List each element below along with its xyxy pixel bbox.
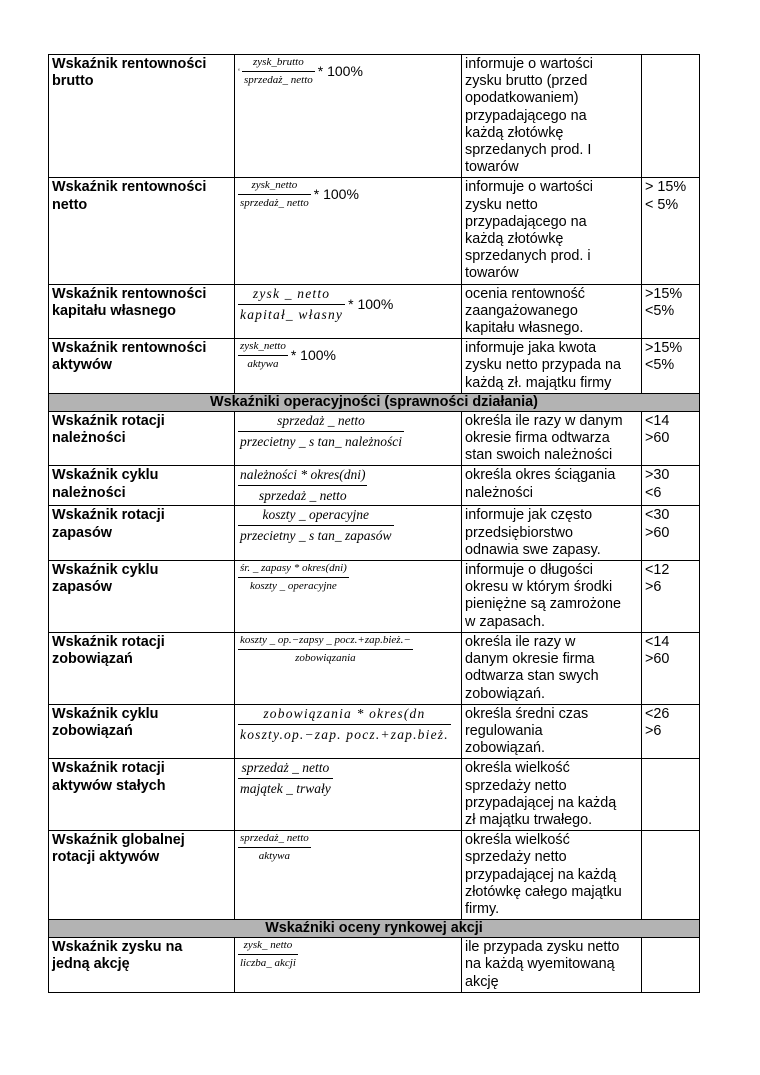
ratio-name: Wskaźnik cyklu należności (49, 466, 235, 506)
formula-numerator: zobowiązania * okres(dn (238, 706, 451, 725)
ratio-name: Wskaźnik zysku na jedną akcję (49, 938, 235, 993)
ratio-description: określa wielkość sprzedaży netto przypadającej na każdą zł majątku trwałego. (462, 759, 642, 831)
ratio-norm: <14 >60 (642, 632, 700, 704)
formula-fraction (242, 56, 315, 87)
table-row (49, 831, 700, 920)
table-row (49, 178, 700, 284)
ratio-norm: >30 <6 (642, 466, 700, 506)
ratio-formula (235, 938, 462, 993)
ratio-norm: <30 >60 (642, 506, 700, 561)
ratio-norm: >15% <5% (642, 339, 700, 394)
section-title: Wskaźniki operacyjności (sprawności działania) (49, 393, 700, 411)
formula-multiplier: * 100% (290, 347, 336, 364)
ratio-name: Wskaźnik rentowności netto (49, 178, 235, 284)
table-row (49, 759, 700, 831)
formula-numerator: zysk _ netto (238, 286, 345, 305)
formula-mark: ‘ (238, 67, 240, 77)
formula-fraction (238, 340, 288, 371)
section-header-row (49, 393, 700, 411)
ratio-norm: > 15% < 5% (642, 178, 700, 284)
formula-fraction (238, 179, 311, 210)
ratio-name: Wskaźnik globalnej rotacji aktywów (49, 831, 235, 920)
formula-denominator: aktywa (258, 850, 290, 863)
formula-numerator: sprzedaż _ netto (238, 760, 333, 779)
formula-denominator: koszty _ operacyjne (250, 580, 337, 593)
formula-denominator: zobowiązania (295, 651, 356, 664)
formula-multiplier: * 100% (313, 186, 359, 203)
ratio-description: określa ile razy w danym okresie firma odtwarza stan swych zobowiązań. (462, 632, 642, 704)
ratio-description: określa ile razy w danym okresie firma odtwarza stan swoich należności (462, 411, 642, 466)
formula-denominator: kapitał_ własny (240, 306, 344, 322)
ratio-formula (235, 831, 462, 920)
ratio-name: Wskaźnik rentowności aktywów (49, 339, 235, 394)
ratio-formula (235, 178, 462, 284)
ratio-formula (235, 284, 462, 339)
ratio-name: Wskaźnik cyklu zobowiązań (49, 704, 235, 759)
formula-multiplier: * 100% (317, 62, 363, 79)
section-header-row (49, 920, 700, 938)
formula-denominator: aktywa (247, 358, 279, 371)
ratio-norm: <26 >6 (642, 704, 700, 759)
ratio-norm: <12 >6 (642, 561, 700, 633)
ratio-name: Wskaźnik rotacji zobowiązań (49, 632, 235, 704)
ratio-formula (235, 55, 462, 178)
formula-denominator: sprzedaż_ netto (240, 197, 309, 210)
formula-numerator: zysk_netto (238, 179, 311, 195)
ratio-formula (235, 632, 462, 704)
table-row (49, 55, 700, 178)
formula-numerator: należności * okres(dni) (238, 467, 367, 486)
section-title: Wskaźniki oceny rynkowej akcji (49, 920, 700, 938)
ratio-formula (235, 561, 462, 633)
formula-numerator: śr. _ zapasy * okres(dni) (238, 562, 349, 578)
formula-numerator: sprzedaż_ netto (238, 832, 311, 848)
ratio-description: ocenia rentowność zaangażowanego kapitału własnego. (462, 284, 642, 339)
formula-fraction (238, 467, 367, 504)
formula-denominator: koszty.op.−zap. pocz.+zap.bież. (240, 726, 449, 742)
ratio-name: Wskaźnik cyklu zapasów (49, 561, 235, 633)
formula-multiplier: * 100% (348, 295, 394, 312)
formula-numerator: koszty _ operacyjne (238, 507, 394, 526)
ratio-formula (235, 466, 462, 506)
ratio-formula (235, 704, 462, 759)
formula-denominator: liczba_ akcji (240, 957, 296, 970)
formula-fraction (238, 832, 311, 863)
formula-numerator: koszty _ op.−zapsy _ pocz.+zap.bież.− (238, 634, 413, 650)
ratio-description: określa okres ściągania należności (462, 466, 642, 506)
ratio-name: Wskaźnik rentowności brutto (49, 55, 235, 178)
formula-denominator: przecietny _ s tan_ zapasów (240, 528, 392, 544)
formula-fraction (238, 760, 333, 797)
table-row (49, 704, 700, 759)
ratio-name: Wskaźnik rentowności kapitału własnego (49, 284, 235, 339)
formula-denominator: przecietny _ s tan_ należności (240, 433, 402, 449)
formula-fraction (238, 286, 345, 323)
table-row (49, 284, 700, 339)
ratio-name: Wskaźnik rotacji zapasów (49, 506, 235, 561)
table-row (49, 561, 700, 633)
formula-denominator: majątek _ trwały (240, 781, 331, 797)
formula-fraction (238, 706, 451, 743)
ratio-formula (235, 411, 462, 466)
ratio-description: informuje jaka kwota zysku netto przypada na każdą zł. majątku firmy (462, 339, 642, 394)
table-row (49, 506, 700, 561)
formula-fraction (238, 507, 394, 544)
ratio-description: ile przypada zysku netto na każdą wyemitowaną akcję (462, 938, 642, 993)
formula-numerator: zysk_brutto (242, 56, 315, 72)
formula-numerator: sprzedaż _ netto (238, 413, 404, 432)
table-row (49, 632, 700, 704)
ratio-formula (235, 506, 462, 561)
table-row (49, 339, 700, 394)
ratio-description: informuje o długości okresu w którym środki pieniężne są zamrożone w zapasach. (462, 561, 642, 633)
ratio-description: informuje o wartości zysku netto przypadającego na każdą złotówkę sprzedanych prod. i towarów (462, 178, 642, 284)
formula-numerator: zysk_netto (238, 340, 288, 356)
ratio-norm: <14 >60 (642, 411, 700, 466)
formula-denominator: sprzedaż_ netto (244, 74, 313, 86)
ratio-name: Wskaźnik rotacji aktywów stałych (49, 759, 235, 831)
ratio-norm (642, 831, 700, 920)
table-row (49, 938, 700, 993)
formula-fraction (238, 634, 413, 665)
table-row (49, 411, 700, 466)
ratio-norm (642, 55, 700, 178)
ratio-description: informuje jak często przedsiębiorstwo odnawia swe zapasy. (462, 506, 642, 561)
table-row (49, 466, 700, 506)
ratio-norm (642, 759, 700, 831)
ratio-norm (642, 938, 700, 993)
ratios-table (48, 54, 700, 993)
ratio-formula (235, 339, 462, 394)
formula-fraction (238, 413, 404, 450)
formula-fraction (238, 562, 349, 593)
formula-denominator: sprzedaż _ netto (258, 488, 347, 504)
formula-numerator: zysk_ netto (238, 939, 298, 955)
ratio-name: Wskaźnik rotacji należności (49, 411, 235, 466)
formula-fraction (238, 939, 298, 970)
ratio-norm: >15% <5% (642, 284, 700, 339)
ratio-description: określa wielkość sprzedaży netto przypadającej na każdą złotówkę całego majątku firmy. (462, 831, 642, 920)
ratio-description: określa średni czas regulowania zobowiązań. (462, 704, 642, 759)
ratio-description: informuje o wartości zysku brutto (przed opodatkowaniem) przypadającego na każdą złotówkę sprzedanych prod. I towarów (462, 55, 642, 178)
ratio-formula (235, 759, 462, 831)
